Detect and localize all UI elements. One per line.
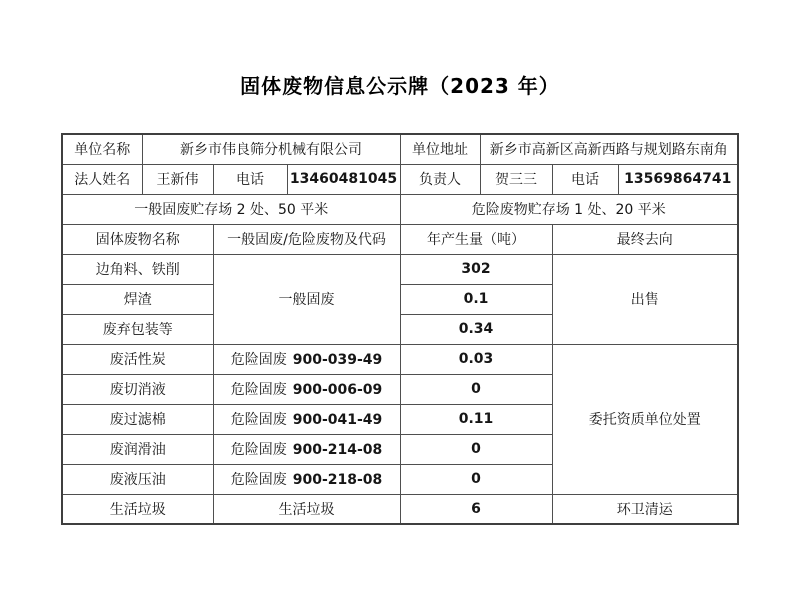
unit-address-value: 新乡市高新区高新西路与规划路东南角 bbox=[480, 134, 738, 164]
waste-type: 危险固废 bbox=[230, 472, 287, 488]
waste-type: 危险固废 bbox=[230, 382, 287, 398]
waste-name: 废液压油 bbox=[62, 464, 213, 494]
phone-label-2: 电话 bbox=[552, 164, 618, 194]
waste-name: 废活性炭 bbox=[62, 344, 213, 374]
waste-amount: 0.11 bbox=[400, 404, 552, 434]
waste-type-code bbox=[213, 374, 400, 404]
phone-value-2: 13569864741 bbox=[618, 164, 738, 194]
manager-value: 贺三三 bbox=[480, 164, 552, 194]
waste-info-table bbox=[61, 133, 739, 525]
unit-name-value: 新乡市伟良筛分机械有限公司 bbox=[142, 134, 400, 164]
waste-amount: 0 bbox=[400, 374, 552, 404]
phone-label-1: 电话 bbox=[213, 164, 287, 194]
waste-amount: 0 bbox=[400, 464, 552, 494]
phone-value-1: 13460481045 bbox=[287, 164, 400, 194]
household-destination: 环卫清运 bbox=[552, 494, 738, 524]
hazardous-destination: 委托资质单位处置 bbox=[552, 344, 738, 494]
waste-amount: 0.34 bbox=[400, 314, 552, 344]
waste-type-code bbox=[213, 464, 400, 494]
general-category: 一般固废 bbox=[213, 254, 400, 344]
waste-name: 边角料、铁削 bbox=[62, 254, 213, 284]
manager-label: 负责人 bbox=[400, 164, 480, 194]
table-row bbox=[62, 344, 738, 374]
header-annual-amount: 年产生量（吨） bbox=[400, 224, 552, 254]
waste-code: 900-039-49 bbox=[292, 352, 383, 368]
household-category: 生活垃圾 bbox=[213, 494, 400, 524]
waste-amount: 0 bbox=[400, 434, 552, 464]
waste-type: 危险固废 bbox=[230, 352, 287, 368]
general-storage-info: 一般固废贮存场 2 处、50 平米 bbox=[62, 194, 400, 224]
waste-amount: 0.03 bbox=[400, 344, 552, 374]
waste-code: 900-006-09 bbox=[292, 382, 383, 398]
legal-person-label: 法人姓名 bbox=[62, 164, 142, 194]
waste-amount: 302 bbox=[400, 254, 552, 284]
waste-name: 焊渣 bbox=[62, 284, 213, 314]
unit-name-label: 单位名称 bbox=[62, 134, 142, 164]
table-row bbox=[62, 254, 738, 284]
header-waste-type: 一般固废/危险废物及代码 bbox=[213, 224, 400, 254]
legal-person-value: 王新伟 bbox=[142, 164, 213, 194]
waste-name: 生活垃圾 bbox=[62, 494, 213, 524]
waste-type-code bbox=[213, 344, 400, 374]
general-destination: 出售 bbox=[552, 254, 738, 344]
row-storage bbox=[62, 194, 738, 224]
waste-code: 900-214-08 bbox=[292, 442, 383, 458]
row-unit-info bbox=[62, 134, 738, 164]
row-contacts bbox=[62, 164, 738, 194]
hazardous-storage-info: 危险废物贮存场 1 处、20 平米 bbox=[400, 194, 738, 224]
waste-name: 废过滤棉 bbox=[62, 404, 213, 434]
page-title: 固体废物信息公示牌（2023 年） bbox=[240, 74, 560, 98]
waste-name: 废润滑油 bbox=[62, 434, 213, 464]
waste-amount: 6 bbox=[400, 494, 552, 524]
waste-code: 900-041-49 bbox=[292, 412, 383, 428]
row-headers bbox=[62, 224, 738, 254]
waste-type: 危险固废 bbox=[230, 442, 287, 458]
waste-amount: 0.1 bbox=[400, 284, 552, 314]
waste-type-code bbox=[213, 404, 400, 434]
unit-address-label: 单位地址 bbox=[400, 134, 480, 164]
waste-name: 废切消液 bbox=[62, 374, 213, 404]
table-row bbox=[62, 494, 738, 524]
header-waste-name: 固体废物名称 bbox=[62, 224, 213, 254]
waste-type: 危险固废 bbox=[230, 412, 287, 428]
waste-name: 废弃包装等 bbox=[62, 314, 213, 344]
waste-code: 900-218-08 bbox=[292, 472, 383, 488]
header-destination: 最终去向 bbox=[552, 224, 738, 254]
waste-type-code bbox=[213, 434, 400, 464]
